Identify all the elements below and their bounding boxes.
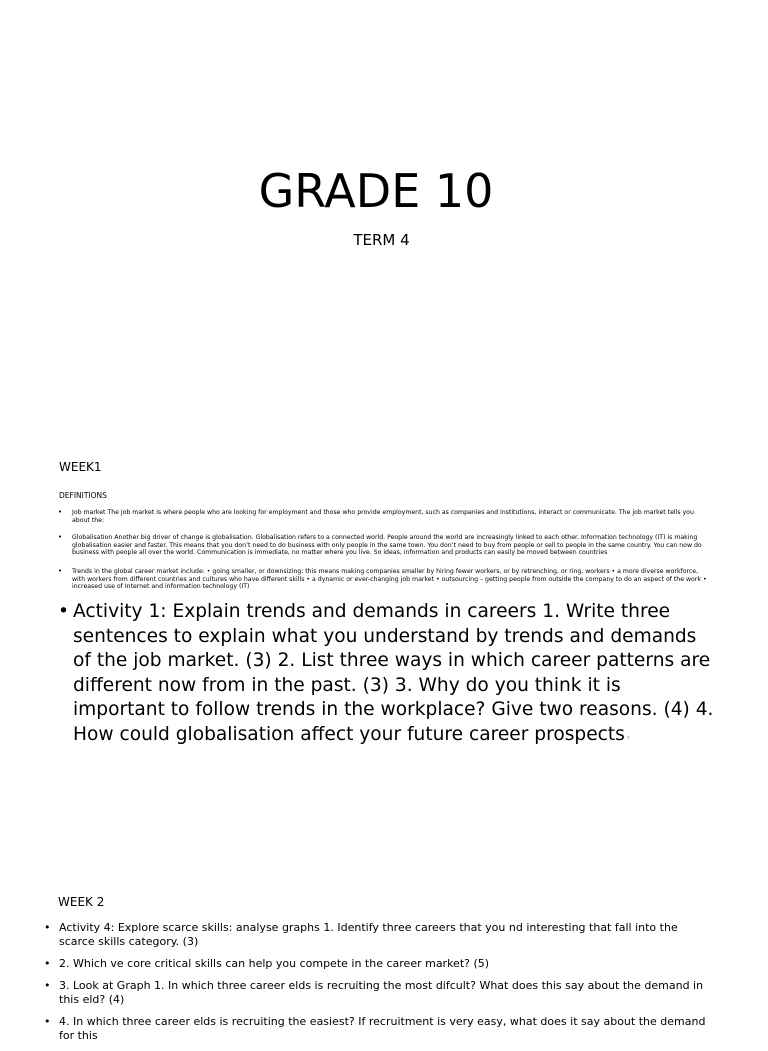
definition-list-globalisation bbox=[58, 534, 713, 557]
page-title: GRADE 10 bbox=[258, 164, 494, 218]
activity-1-item bbox=[58, 600, 718, 751]
week2-item: • Activity 4: Explore scarce skills: analyse graphs 1. Identify three careers that you nd interesting that fall into the scarce skills category. (3) bbox=[44, 921, 709, 949]
definition-trends: • Trends in the global career market include: • going smaller, or downsizing; this means making companies smaller by hiring fewer workers, or by retrenching, or ring, workers • a more diverse workforce, with workers from different countries and cultures who have different skills • a dynamic or ever-changing job market • outsourcing – getting people from outside the company to do an aspect of the work • increased use of Internet and information technology (IT) bbox=[58, 568, 713, 591]
page-subtitle: TERM 4 bbox=[353, 231, 410, 249]
week2-item: • 2. Which ve core critical skills can help you compete in the career market? (5) bbox=[44, 957, 709, 971]
definition-job-market: • Job market The job market is where people who are looking for employment and those who provide employment, such as companies and institutions, interact or communicate. The job market tells you about the: bbox=[58, 509, 713, 524]
definition-list-job-market bbox=[58, 509, 713, 524]
definitions-heading: DEFINITIONS bbox=[59, 491, 107, 500]
week2-activity-list bbox=[44, 921, 709, 1051]
definition-globalisation: • Globalisation Another big driver of change is globalisation. Globalisation refers to a connected world. People around the world are increasingly linked to each other. Information technology (IT) is making globalisation easier and faster. This means that you don’t need to do business with only people in the same town. You don’t need to buy from people or sell to people in the same country. You can now do business with people all over the world. Communication is immediate, no matter where you live. So ideas, information and products can easily be moved between countries bbox=[58, 534, 713, 557]
definition-list-trends bbox=[58, 568, 713, 591]
week1-heading: WEEK1 bbox=[59, 460, 102, 474]
week2-item: • 3. Look at Graph 1. In which three career elds is recruiting the most difcult? What does this say about the demand in this eld? (4) bbox=[44, 979, 709, 1007]
activity-list bbox=[58, 600, 718, 751]
activity-1-mark: ? bbox=[626, 735, 630, 742]
week2-item: • 4. In which three career elds is recruiting the easiest? If recruitment is very easy, what does it say about the demand for this bbox=[44, 1015, 709, 1043]
week2-heading: WEEK 2 bbox=[58, 895, 105, 909]
activity-1-text: Activity 1: Explain trends and demands in careers 1. Write three sentences to explain what you understand by trends and demands of the job market. (3) 2. List three ways in which career patterns are different now from in the past. (3) 3. Why do you think it is important to follow trends in the workplace? Give two reasons. (4) 4. How could globalisation affect your future career prospects bbox=[73, 601, 714, 745]
